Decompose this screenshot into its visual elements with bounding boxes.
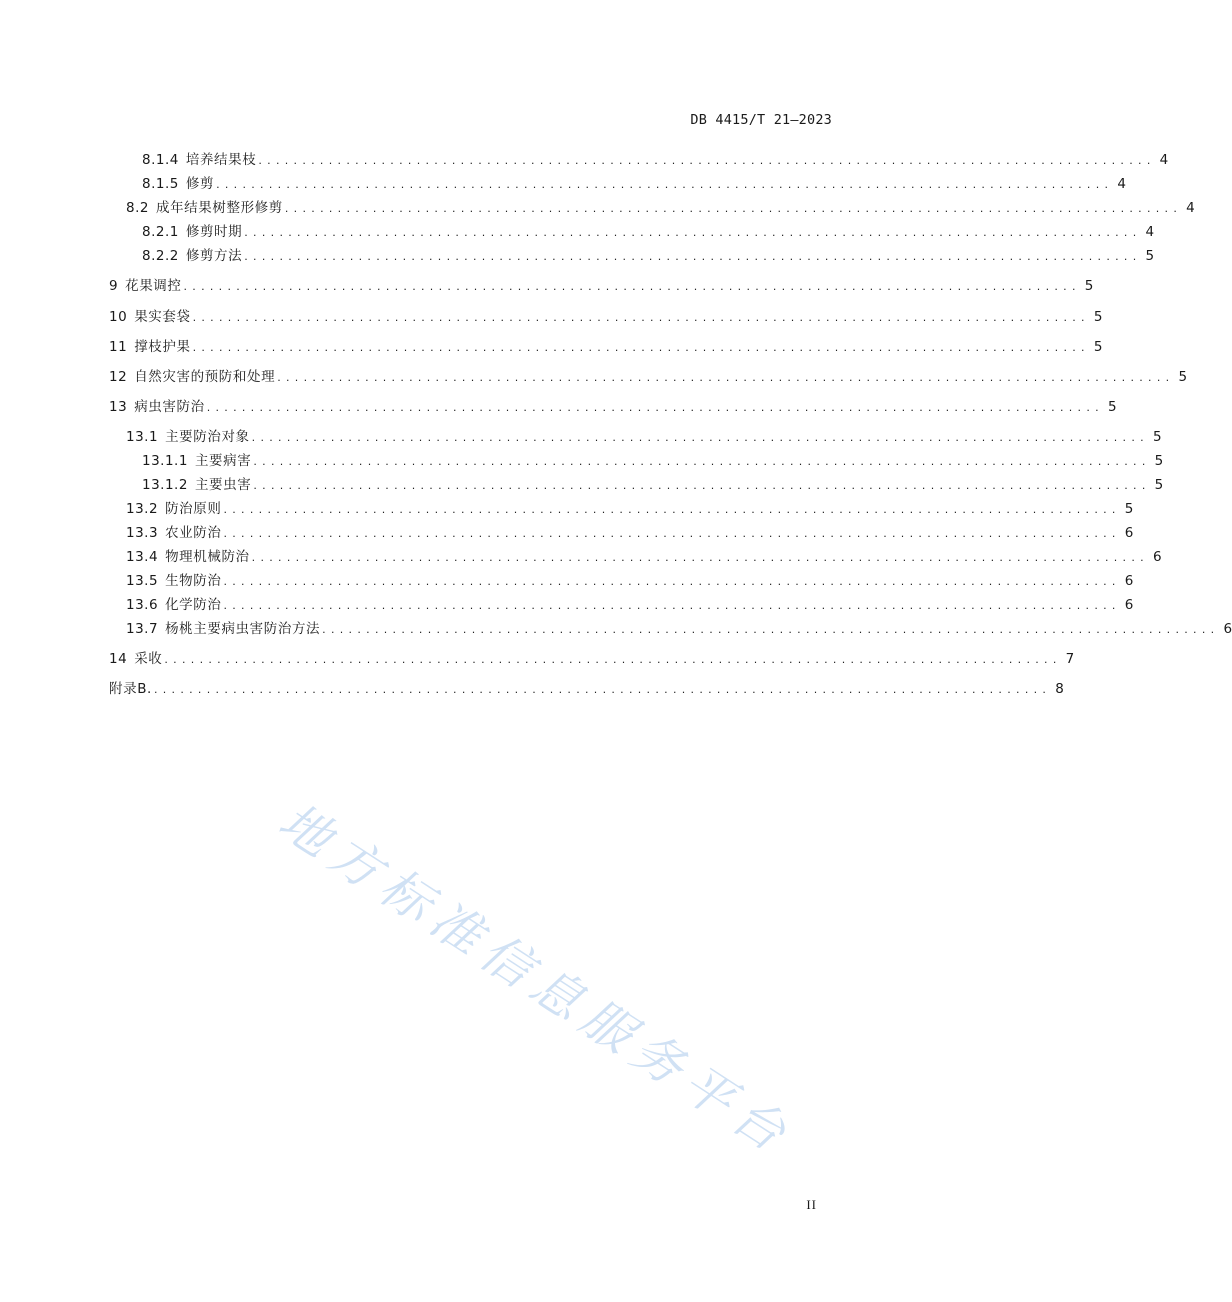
dot-leader: ...................................................................................................... (192, 341, 1090, 354)
toc-entry[interactable] (0, 679, 1064, 699)
dot-leader: ...................................................................................................... (153, 683, 1052, 696)
toc-entry-page: 5 (1154, 453, 1164, 469)
toc-entry-number: 8.2.1 (142, 224, 179, 240)
toc-entry-page: 4 (1145, 224, 1155, 240)
toc-entry-page: 4 (1117, 176, 1126, 192)
toc-entry-number: 13.1.1 (142, 453, 188, 469)
toc-entry-page: 5 (1124, 501, 1134, 517)
toc-entry-title: 修剪 (185, 176, 215, 192)
dot-leader: ...................................................................................................... (258, 154, 1156, 167)
dot-leader: ...................................................................................................... (192, 311, 1090, 324)
toc-entry[interactable] (0, 451, 1164, 471)
toc-entry-page: 5 (1152, 429, 1162, 445)
dot-leader: ...................................................................................................... (322, 623, 1220, 636)
toc-entry-page: 6 (1124, 525, 1134, 541)
toc-entry-title: 主要防治对象 (165, 429, 250, 445)
toc-entry-number: 13.5 (126, 573, 159, 589)
toc-entry-number: 13.3 (126, 525, 159, 541)
dot-leader: ...................................................................................................... (164, 653, 1062, 666)
toc-entry-title: 主要病害 (194, 453, 252, 469)
watermark-text: 地方标准信息服务平台 (268, 791, 804, 1168)
toc-entry[interactable] (0, 174, 1126, 194)
toc-entry-title: 培养结果枝 (185, 152, 257, 168)
toc-entry-page: 5 (1093, 339, 1103, 355)
toc-entry-title: 成年结果树整形修剪 (155, 200, 283, 216)
toc-entry-number: 9 (109, 278, 119, 294)
toc-entry[interactable] (0, 367, 1188, 387)
toc-entry-title: 修剪方法 (185, 248, 243, 264)
toc-entry-number: 10 (109, 309, 128, 325)
toc-entry-page: 4 (1186, 200, 1195, 216)
toc-entry-page: 6 (1152, 549, 1162, 565)
toc-entry-page: 5 (1145, 248, 1155, 264)
toc-entry-number: 13.2 (126, 501, 159, 517)
toc-entry-title: 防治原则 (165, 501, 222, 517)
toc-entry-title: 果实套袋 (134, 309, 191, 325)
toc-entry-number: 13.4 (126, 549, 159, 565)
toc-entry[interactable] (0, 523, 1134, 543)
toc-entry-title: 撑枝护果 (134, 339, 191, 355)
toc-entry-number: 8.1.4 (142, 152, 179, 168)
dot-leader: ...................................................................................................... (223, 527, 1121, 540)
toc-entry[interactable] (0, 619, 1232, 639)
toc-entry-number: 14 (109, 651, 128, 667)
document-number: DB 4415/T 21—2023 (690, 112, 832, 128)
toc-entry[interactable] (0, 499, 1134, 519)
toc-entry[interactable] (0, 198, 1195, 218)
dot-leader: ...................................................................................................... (244, 226, 1142, 239)
toc-entry-page: 5 (1107, 399, 1117, 415)
toc-entry-number: 13.1.2 (142, 477, 188, 493)
toc-entry-number: 13.6 (126, 597, 159, 613)
toc-entry-title: 自然灾害的预防和处理 (134, 369, 276, 385)
toc-entry-title: 农业防治 (165, 525, 222, 541)
dot-leader: ...................................................................................................... (253, 455, 1151, 468)
toc-entry[interactable] (0, 547, 1162, 567)
dot-leader: ...................................................................................................... (183, 280, 1081, 293)
dot-leader: ...................................................................................................... (251, 551, 1149, 564)
toc-entry-title: 病虫害防治 (134, 399, 205, 415)
toc-entry[interactable] (0, 427, 1162, 447)
toc-entry[interactable] (0, 150, 1169, 170)
toc-entry[interactable] (0, 222, 1155, 242)
toc-entry-page: 5 (1154, 477, 1164, 493)
toc-entry-title: 修剪时期 (185, 224, 243, 240)
toc-entry-number: 13 (109, 399, 128, 415)
toc-entry[interactable] (0, 276, 1094, 296)
toc-entry-title: 花果调控 (125, 278, 182, 294)
footer-page-number: II (806, 1197, 817, 1212)
toc-entry-number: 8.2 (126, 200, 149, 216)
dot-leader: ...................................................................................................... (223, 575, 1121, 588)
dot-leader: ...................................................................................................... (206, 401, 1104, 414)
toc-entry-number: 8.2.2 (142, 248, 179, 264)
dot-leader: ...................................................................................................... (253, 479, 1151, 492)
toc-entry-number: 13.7 (126, 621, 159, 637)
toc-entry-page: 8 (1055, 681, 1064, 697)
toc-entry-page: 6 (1223, 621, 1232, 637)
toc-entry[interactable] (0, 337, 1103, 357)
toc-entry-page: 7 (1065, 651, 1075, 667)
dot-leader: ...................................................................................................... (223, 503, 1121, 516)
toc-entry-number: 11 (109, 339, 128, 355)
toc-entry[interactable] (0, 571, 1134, 591)
dot-leader: ...................................................................................................... (216, 178, 1114, 191)
toc-entry-page: 6 (1124, 597, 1134, 613)
toc-entry-number: 8.1.5 (142, 176, 179, 192)
toc-entry[interactable] (0, 649, 1075, 669)
toc-entry[interactable] (0, 307, 1103, 327)
toc-entry-title: 主要虫害 (194, 477, 252, 493)
toc-entry-page: 5 (1084, 278, 1094, 294)
toc-entry-title: 杨桃主要病虫害防治方法 (165, 621, 321, 637)
toc-entry[interactable] (0, 397, 1117, 417)
toc-entry-number: 13.1 (126, 429, 159, 445)
toc-entry-page: 5 (1093, 309, 1103, 325)
toc-entry-number: 12 (109, 369, 128, 385)
toc-entry-page: 4 (1159, 152, 1169, 168)
dot-leader: ...................................................................................................... (244, 250, 1142, 263)
dot-leader: ...................................................................................................... (223, 599, 1121, 612)
toc-entry[interactable] (0, 246, 1155, 266)
toc-entry-page: 6 (1124, 573, 1134, 589)
dot-leader: ...................................................................................................... (284, 202, 1183, 215)
toc-entry-title: 附录B. (109, 681, 152, 697)
toc-entry-page: 5 (1178, 369, 1188, 385)
toc-entry-title: 采收 (134, 651, 163, 667)
dot-leader: ...................................................................................................... (251, 431, 1149, 444)
toc-entry[interactable] (0, 475, 1164, 495)
toc-entry[interactable] (0, 595, 1134, 615)
dot-leader: ...................................................................................................... (277, 371, 1175, 384)
toc-entry-title: 化学防治 (165, 597, 222, 613)
toc-entry-title: 物理机械防治 (165, 549, 250, 565)
toc-entry-title: 生物防治 (165, 573, 222, 589)
